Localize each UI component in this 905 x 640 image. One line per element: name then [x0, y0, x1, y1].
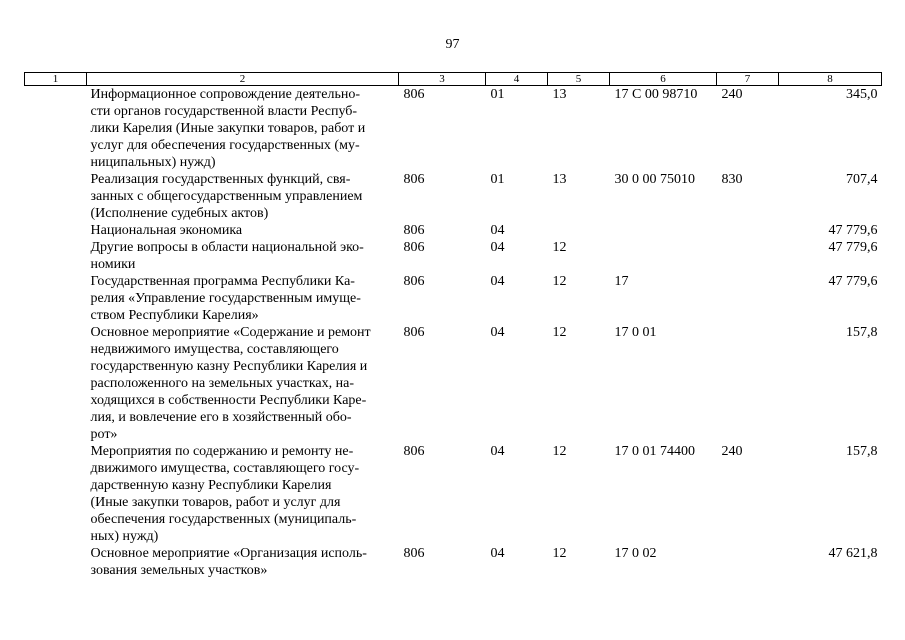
code-cell: 806	[403, 546, 425, 561]
empty-cell	[25, 443, 87, 545]
item-name-line: движимого имущества, составляющего госу-	[90, 461, 360, 476]
item-name-line: рот»	[90, 427, 118, 442]
amount-cell: 157,8	[846, 444, 878, 459]
subsection-cell: 12	[552, 546, 567, 561]
target-article-cell	[610, 222, 717, 239]
target-article-cell: 17 0 01 74400	[614, 444, 695, 459]
target-article-cell: 17 0 02	[614, 546, 657, 561]
section-cell: 04	[490, 240, 505, 255]
amount-cell: 47 621,8	[828, 546, 878, 561]
table-row	[25, 171, 882, 222]
item-name-line: Основное мероприятие «Содержание и ремонт	[90, 325, 371, 340]
code-cell: 806	[403, 325, 425, 340]
item-name-line: услуг для обеспечения государственных (му-	[90, 138, 360, 153]
expense-type-cell	[717, 324, 779, 443]
empty-cell	[25, 86, 87, 172]
item-name-line: дарственную казну Республики Карелия	[90, 478, 332, 493]
expense-type-cell: 830	[721, 172, 743, 187]
empty-cell	[25, 273, 87, 324]
code-cell: 806	[403, 444, 425, 459]
code-cell: 806	[403, 172, 425, 187]
subsection-cell	[548, 222, 610, 239]
item-name-line: государственную казну Республики Карелия и	[90, 359, 368, 374]
code-cell: 806	[403, 87, 425, 102]
section-cell: 04	[490, 444, 505, 459]
item-name-cell	[87, 443, 399, 545]
section-cell: 01	[490, 87, 505, 102]
target-article-cell: 30 0 00 75010	[614, 172, 695, 187]
item-name-cell	[87, 239, 399, 273]
empty-cell	[25, 171, 87, 222]
item-name-cell	[87, 324, 399, 443]
expense-type-cell: 240	[721, 87, 743, 102]
amount-cell: 345,0	[846, 87, 878, 102]
expense-type-cell	[717, 545, 779, 579]
item-name-cell	[87, 222, 399, 239]
column-number-4: 4	[486, 73, 548, 86]
item-name-line: номики	[90, 257, 136, 272]
expense-type-cell: 240	[721, 444, 743, 459]
amount-cell: 47 779,6	[828, 274, 878, 289]
subsection-cell: 13	[552, 172, 567, 187]
column-number-1: 1	[25, 73, 87, 86]
target-article-cell: 17	[614, 274, 629, 289]
subsection-cell: 12	[552, 240, 567, 255]
item-name-line: Другие вопросы в области национальной эко-	[90, 240, 364, 255]
item-name-line: расположенного на земельных участках, на-	[90, 376, 355, 391]
item-name-line: занных с общегосударственным управлением	[90, 189, 363, 204]
target-article-cell: 17 С 00 98710	[614, 87, 698, 102]
item-name-line: зования земельных участков»	[90, 563, 268, 578]
table-row	[25, 222, 882, 239]
code-cell: 806	[403, 223, 425, 238]
section-cell: 01	[490, 172, 505, 187]
item-name-line: Информационное сопровождение деятельно-	[90, 87, 361, 102]
column-number-3: 3	[399, 73, 486, 86]
item-name-line: обеспечения государственных (муниципаль-	[90, 512, 357, 527]
table-row	[25, 443, 882, 545]
code-cell: 806	[403, 274, 425, 289]
empty-cell	[25, 222, 87, 239]
table-row	[25, 86, 882, 172]
amount-cell: 157,8	[846, 325, 878, 340]
table-row	[25, 324, 882, 443]
column-number-6: 6	[610, 73, 717, 86]
table-row	[25, 273, 882, 324]
subsection-cell: 12	[552, 444, 567, 459]
target-article-cell: 17 0 01	[614, 325, 657, 340]
item-name-line: ниципальных) нужд)	[90, 155, 216, 170]
page-number: 97	[445, 37, 460, 52]
section-cell: 04	[490, 546, 505, 561]
code-cell: 806	[403, 240, 425, 255]
expense-type-cell	[717, 239, 779, 273]
expense-type-cell	[717, 273, 779, 324]
item-name-line: ходящихся в собственности Республики Каре-	[90, 393, 367, 408]
item-name-line: Государственная программа Республики Ка-	[90, 274, 355, 289]
table-row	[25, 545, 882, 579]
item-name-line: Реализация государственных функций, свя-	[90, 172, 351, 187]
expense-type-cell	[717, 222, 779, 239]
item-name-line: лики Карелия (Иные закупки товаров, работ и	[90, 121, 366, 136]
item-name-line: недвижимого имущества, составляющего	[90, 342, 339, 357]
item-name-cell	[87, 86, 399, 172]
column-number-2: 2	[87, 73, 399, 86]
column-number-row	[25, 73, 882, 86]
table-body	[25, 86, 882, 580]
amount-cell: 47 779,6	[828, 223, 878, 238]
item-name-line: (Иные закупки товаров, работ и услуг для	[90, 495, 341, 510]
subsection-cell: 13	[552, 87, 567, 102]
column-number-7: 7	[717, 73, 779, 86]
column-number-8: 8	[779, 73, 882, 86]
item-name-line: ных) нужд)	[90, 529, 159, 544]
section-cell: 04	[490, 223, 505, 238]
empty-cell	[25, 324, 87, 443]
item-name-line: Национальная экономика	[90, 223, 243, 238]
subsection-cell: 12	[552, 274, 567, 289]
item-name-line: Мероприятия по содержанию и ремонту не-	[90, 444, 354, 459]
column-number-5: 5	[548, 73, 610, 86]
item-name-cell	[87, 545, 399, 579]
table-row	[25, 239, 882, 273]
empty-cell	[25, 545, 87, 579]
item-name-cell	[87, 171, 399, 222]
item-name-line: Основное мероприятие «Организация исполь-	[90, 546, 367, 561]
section-cell: 04	[490, 274, 505, 289]
amount-cell: 707,4	[846, 172, 878, 187]
section-cell: 04	[490, 325, 505, 340]
item-name-cell	[87, 273, 399, 324]
item-name-line: лия, и вовлечение его в хозяйственный обо-	[90, 410, 352, 425]
target-article-cell	[610, 239, 717, 273]
subsection-cell: 12	[552, 325, 567, 340]
budget-table	[24, 72, 882, 579]
empty-cell	[25, 239, 87, 273]
item-name-line: (Исполнение судебных актов)	[90, 206, 269, 221]
item-name-line: ством Республики Карелия»	[90, 308, 259, 323]
item-name-line: релия «Управление государственным имуще-	[90, 291, 361, 306]
amount-cell: 47 779,6	[828, 240, 878, 255]
item-name-line: сти органов государственной власти Респуб-	[90, 104, 358, 119]
